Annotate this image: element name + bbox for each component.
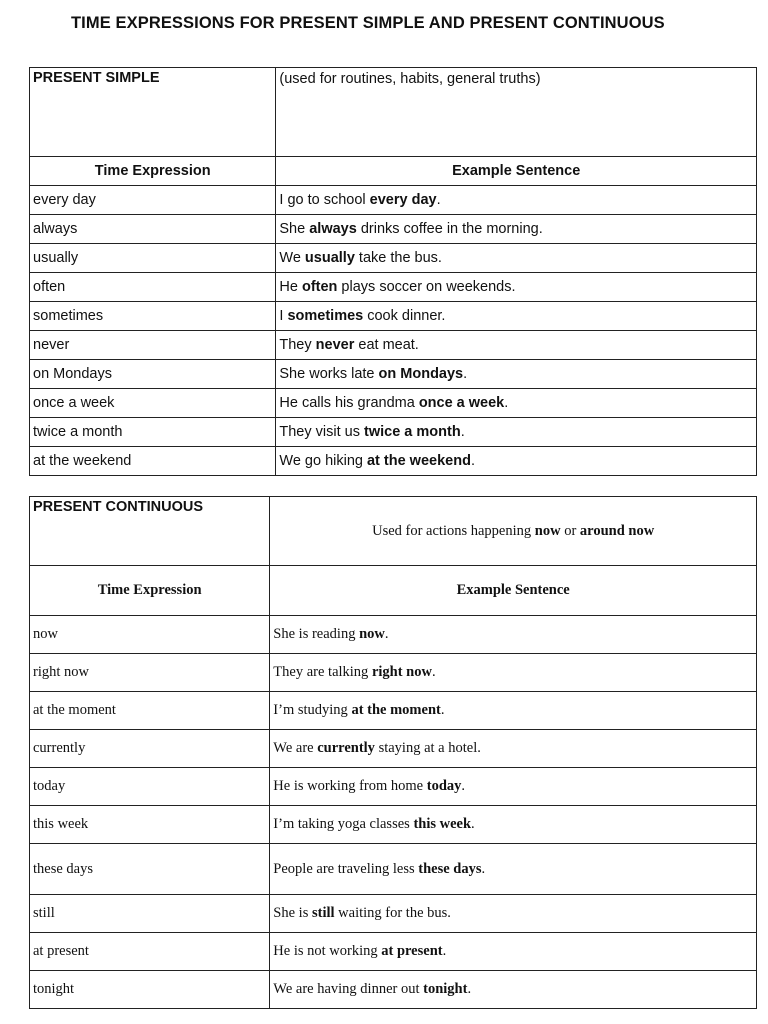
example-text-pre: They visit us (279, 423, 364, 440)
table-row (30, 654, 757, 692)
time-expression-cell: tonight (30, 971, 270, 1009)
example-bold-expression: today (426, 778, 462, 795)
present-simple-label: PRESENT SIMPLE (30, 68, 276, 157)
time-expression-cell: sometimes (30, 302, 276, 331)
example-bold-expression: this week (413, 816, 472, 833)
example-bold-expression: once a week (418, 394, 505, 411)
example-text-post: . (442, 943, 447, 960)
time-expression-cell: still (30, 895, 270, 933)
example-sentence-cell (276, 215, 757, 244)
example-bold-expression: these days (418, 860, 482, 877)
example-text-pre: I (279, 307, 288, 324)
time-expression-cell: these days (30, 844, 270, 895)
example-text-post: take the bus. (354, 249, 442, 266)
example-text-pre: They (279, 336, 316, 353)
example-sentence-cell (270, 654, 757, 692)
example-bold-expression: always (309, 220, 357, 237)
table-row (30, 186, 757, 215)
table-row (30, 844, 757, 895)
example-bold-expression: usually (304, 249, 355, 266)
example-text-pre: She (279, 220, 310, 237)
column-header-time-expression: Time Expression (30, 566, 270, 616)
example-sentence-cell (270, 692, 757, 730)
example-sentence-cell (270, 768, 757, 806)
example-text-post: . (481, 860, 486, 877)
table-row (30, 447, 757, 476)
column-header-time-expression: Time Expression (30, 157, 276, 186)
table-row (30, 933, 757, 971)
example-sentence-cell (270, 971, 757, 1009)
table-row (30, 692, 757, 730)
example-bold-expression: never (315, 336, 355, 353)
time-expression-cell: right now (30, 654, 270, 692)
example-sentence-cell (276, 186, 757, 215)
example-text-pre: He (279, 278, 302, 295)
example-sentence-cell (276, 244, 757, 273)
table-row (30, 215, 757, 244)
example-text-post: staying at a hotel. (374, 740, 481, 757)
example-text-pre: We go hiking (279, 452, 367, 469)
time-expression-cell: at present (30, 933, 270, 971)
example-bold-expression: at the moment (351, 702, 441, 719)
usage-text-pre: Used for actions happening (372, 522, 535, 539)
table-row (30, 360, 757, 389)
present-simple-column-headers (30, 157, 757, 186)
example-sentence-cell (270, 933, 757, 971)
table-row (30, 302, 757, 331)
example-bold-expression: at present (381, 943, 443, 960)
example-sentence-cell (276, 389, 757, 418)
table-row (30, 806, 757, 844)
present-simple-table (29, 67, 757, 476)
example-text-pre: I’m taking yoga classes (273, 816, 414, 833)
time-expression-cell: never (30, 331, 276, 360)
table-row (30, 730, 757, 768)
time-expression-cell: now (30, 616, 270, 654)
time-expression-cell: at the weekend (30, 447, 276, 476)
example-text-post: . (384, 626, 389, 643)
example-text-pre: He is working from home (273, 778, 427, 795)
example-text-pre: They are talking (273, 664, 372, 681)
example-text-post: cook dinner. (363, 307, 446, 324)
usage-bold-now: now (534, 522, 561, 539)
example-bold-expression: sometimes (287, 307, 364, 324)
example-sentence-cell (270, 730, 757, 768)
table-row (30, 389, 757, 418)
example-sentence-cell (276, 447, 757, 476)
example-bold-expression: right now (371, 664, 432, 681)
time-expression-cell: usually (30, 244, 276, 273)
example-bold-expression: twice a month (364, 423, 461, 440)
table-row (30, 971, 757, 1009)
present-continuous-table (29, 496, 757, 1009)
example-sentence-cell (270, 895, 757, 933)
time-expression-cell: currently (30, 730, 270, 768)
time-expression-cell: twice a month (30, 418, 276, 447)
page-title: TIME EXPRESSIONS FOR PRESENT SIMPLE AND PRESENT CONTINUOUS (71, 14, 665, 32)
example-text-pre: I go to school (279, 191, 370, 208)
example-text-post: . (431, 664, 436, 681)
example-bold-expression: on Mondays (378, 365, 464, 382)
example-text-post: . (471, 816, 475, 833)
example-text-post: . (463, 365, 468, 382)
example-text-post: waiting for the bus. (334, 905, 451, 922)
example-text-pre: We are (273, 740, 318, 757)
example-sentence-cell (276, 360, 757, 389)
present-continuous-label: PRESENT CONTINUOUS (30, 497, 270, 566)
present-continuous-header-row (30, 497, 757, 566)
example-bold-expression: now (359, 626, 385, 643)
example-text-post: . (504, 394, 509, 411)
time-expression-cell: every day (30, 186, 276, 215)
example-bold-expression: often (301, 278, 338, 295)
time-expression-cell: once a week (30, 389, 276, 418)
example-text-pre: He is not working (273, 943, 382, 960)
present-simple-header-row (30, 68, 757, 157)
column-header-example-sentence: Example Sentence (270, 566, 757, 616)
example-text-post: plays soccer on weekends. (337, 278, 516, 295)
time-expression-cell: today (30, 768, 270, 806)
example-text-post: . (436, 191, 441, 208)
example-text-post: . (470, 452, 475, 469)
column-header-example-sentence: Example Sentence (276, 157, 757, 186)
table-row (30, 273, 757, 302)
example-bold-expression: currently (317, 740, 375, 757)
time-expression-cell: this week (30, 806, 270, 844)
example-text-post: drinks coffee in the morning. (356, 220, 543, 237)
example-text-post: . (460, 423, 465, 440)
table-row (30, 331, 757, 360)
example-text-pre: I’m studying (273, 702, 352, 719)
example-text-pre: He calls his grandma (279, 394, 419, 411)
example-text-post: eat meat. (354, 336, 419, 353)
example-sentence-cell (270, 616, 757, 654)
example-text-pre: She is (273, 905, 312, 922)
example-sentence-cell (276, 331, 757, 360)
example-sentence-cell (270, 844, 757, 895)
example-bold-expression: tonight (423, 981, 468, 998)
example-sentence-cell (270, 806, 757, 844)
time-expression-cell: always (30, 215, 276, 244)
example-text-post: . (440, 702, 445, 719)
time-expression-cell: often (30, 273, 276, 302)
table-row (30, 244, 757, 273)
table-row (30, 895, 757, 933)
table-row (30, 768, 757, 806)
example-text-pre: She works late (279, 365, 379, 382)
time-expression-cell: on Mondays (30, 360, 276, 389)
present-continuous-usage (270, 497, 757, 566)
example-bold-expression: every day (369, 191, 437, 208)
table-row (30, 418, 757, 447)
example-bold-expression: still (311, 905, 335, 922)
present-continuous-column-headers (30, 566, 757, 616)
example-bold-expression: at the weekend (366, 452, 471, 469)
example-sentence-cell (276, 418, 757, 447)
present-simple-usage: (used for routines, habits, general truths) (276, 68, 757, 157)
example-sentence-cell (276, 302, 757, 331)
example-text-pre: She is reading (273, 626, 360, 643)
example-text-pre: People are traveling less (273, 860, 419, 877)
example-text-post: . (467, 981, 472, 998)
time-expression-cell: at the moment (30, 692, 270, 730)
usage-text-mid: or (560, 522, 580, 539)
example-text-post: . (461, 778, 466, 795)
example-sentence-cell (276, 273, 757, 302)
usage-bold-around-now: around now (579, 522, 655, 539)
table-row (30, 616, 757, 654)
example-text-pre: We are having dinner out (273, 981, 424, 998)
example-text-pre: We (279, 249, 305, 266)
